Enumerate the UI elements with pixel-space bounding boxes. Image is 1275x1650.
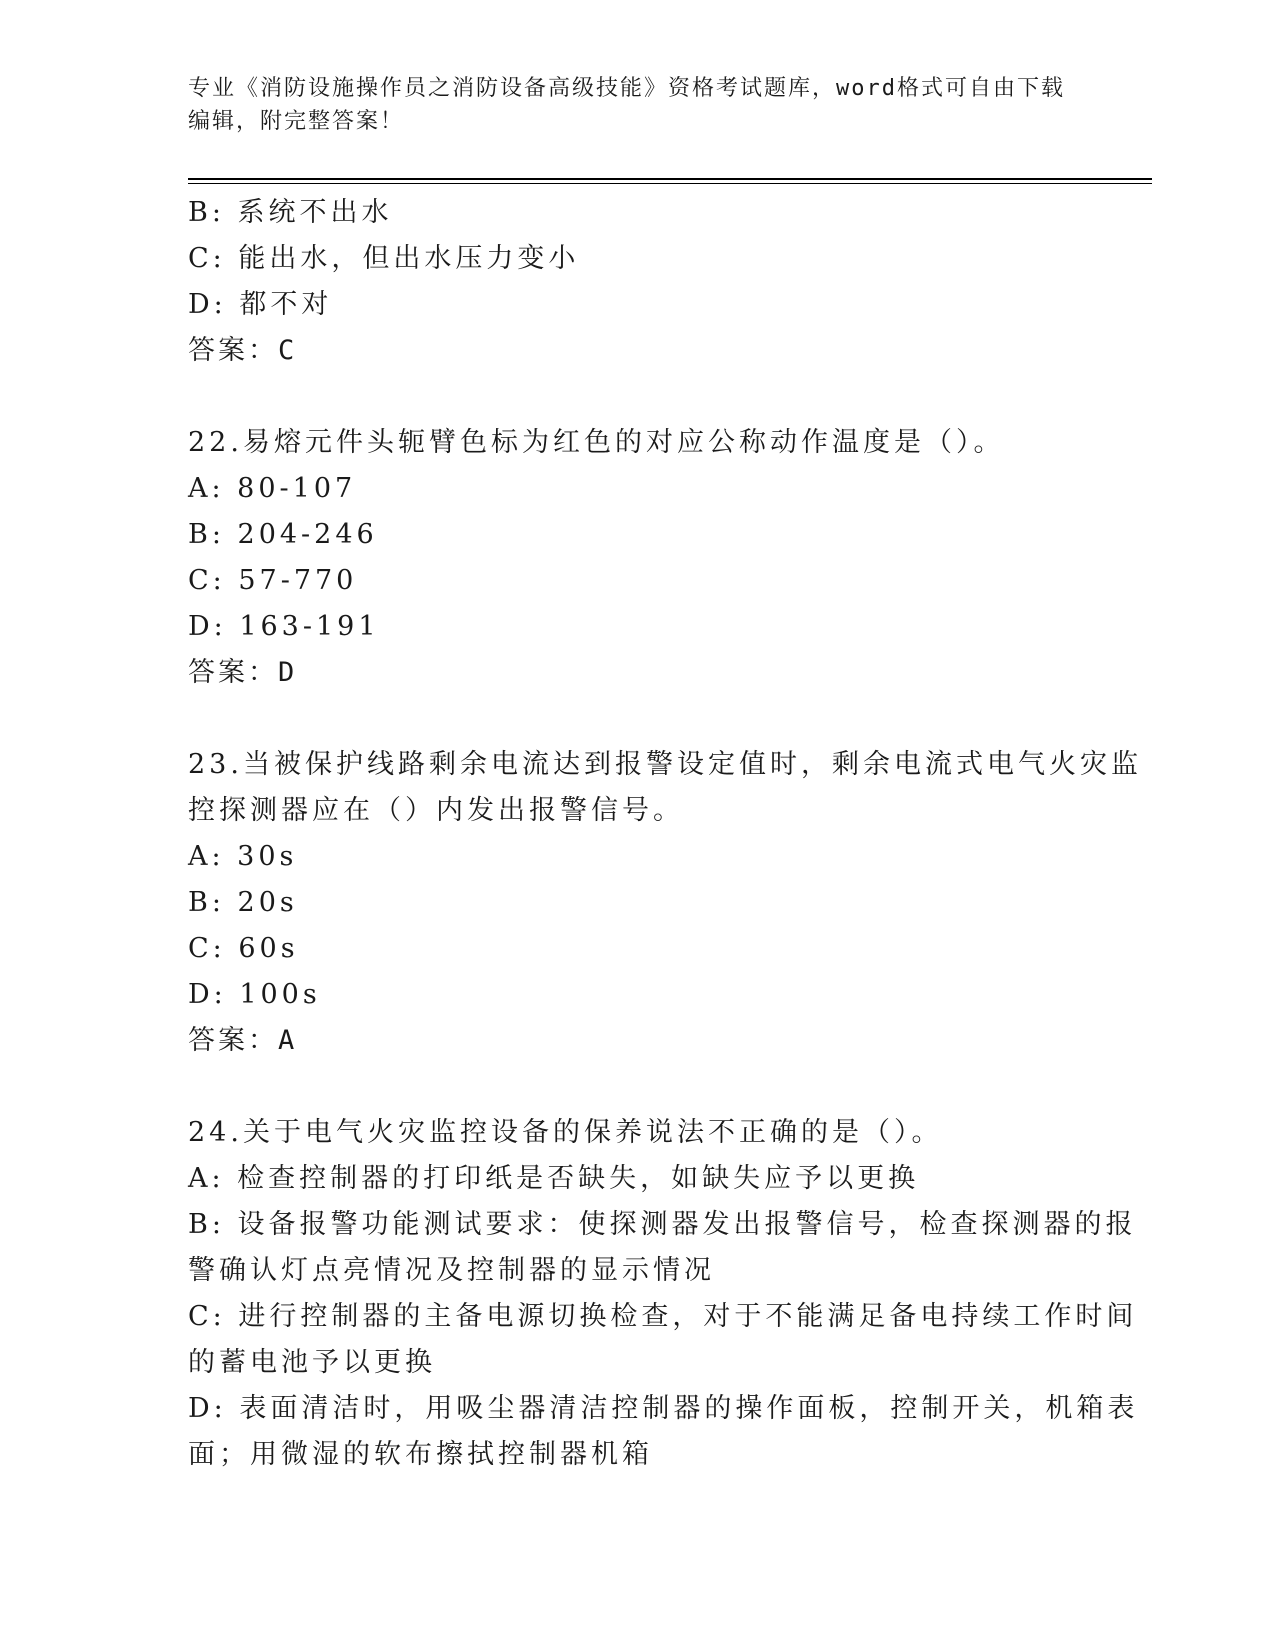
spacer: [188, 1064, 1088, 1110]
q23-option-d: D: 100s: [188, 979, 321, 1010]
q24-option-c-line1: C: 进行控制器的主备电源切换检查，对于不能满足备电持续工作时间: [188, 1301, 1138, 1332]
q23-answer: 答案：A: [188, 1025, 298, 1056]
q22-option-b: B: 204-246: [188, 519, 378, 550]
q21-option-c: C: 能出水，但出水压力变小: [188, 243, 580, 274]
spacer: [188, 374, 1088, 420]
q24-option-b-line2: 警确认灯点亮情况及控制器的显示情况: [188, 1255, 715, 1286]
document-header: 专业《消防设施操作员之消防设备高级技能》资格考试题库，word格式可自由下载编辑，附完整答案！: [188, 76, 1065, 134]
q24-option-a: A: 检查控制器的打印纸是否缺失，如缺失应予以更换: [188, 1163, 920, 1194]
q23-option-c: C: 60s: [188, 933, 299, 964]
q22-option-c: C: 57-770: [188, 565, 358, 596]
q23-question-line2: 控探测器应在（）内发出报警信号。: [188, 795, 684, 826]
q22-option-a: A: 80-107: [188, 473, 357, 504]
header-rule-thin: [188, 183, 1152, 184]
question-content: [188, 190, 1142, 1478]
q24-option-d-line2: 面；用微湿的软布擦拭控制器机箱: [188, 1439, 653, 1470]
q23-option-a: A: 30s: [188, 841, 298, 872]
q22-question: 22.易熔元件头轭臂色标为红色的对应公称动作温度是（）。: [188, 427, 1005, 458]
q22-answer: 答案：D: [188, 657, 298, 688]
q21-option-d: D: 都不对: [188, 289, 333, 320]
header-rule-thick: [188, 178, 1152, 180]
q22-option-d: D: 163-191: [188, 611, 380, 642]
q24-option-d-line1: D: 表面清洁时，用吸尘器清洁控制器的操作面板，控制开关，机箱表: [188, 1393, 1139, 1424]
q24-option-b-line1: B: 设备报警功能测试要求：使探测器发出报警信号，检查探测器的报: [188, 1209, 1137, 1240]
q24-option-c-line2: 的蓄电池予以更换: [188, 1347, 436, 1378]
q23-question-line1: 23.当被保护线路剩余电流达到报警设定值时，剩余电流式电气火灾监: [188, 749, 1142, 780]
q21-answer: 答案：C: [188, 335, 298, 366]
q23-option-b: B: 20s: [188, 887, 298, 918]
q24-question: 24.关于电气火灾监控设备的保养说法不正确的是（）。: [188, 1117, 943, 1148]
spacer: [188, 696, 1088, 742]
q21-option-b: B: 系统不出水: [188, 197, 393, 228]
